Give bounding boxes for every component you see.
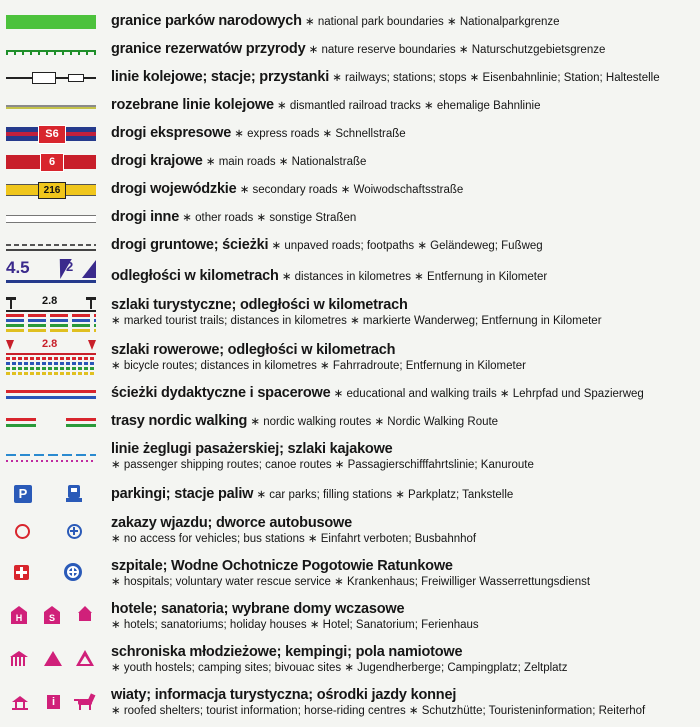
educational-trail-symbol — [4, 383, 96, 405]
legend-description: ∗ hotels; sanatoriums; holiday houses ∗ Hotel; Sanatorium; Ferienhaus — [111, 619, 479, 631]
legend-row-hotels — [0, 599, 700, 635]
legend-title: szlaki rowerowe; odległości w kilometrach — [111, 342, 396, 358]
nordic-walking-symbol — [4, 411, 96, 433]
legend-row-hospitals — [0, 556, 700, 592]
nature-reserve-boundary-symbol — [4, 39, 96, 61]
legend-description: ∗ express roads ∗ Schnellstraße — [231, 128, 406, 140]
fuel-station-icon — [66, 485, 82, 503]
legend-title: drogi ekspresowe — [111, 125, 232, 141]
legend-description: ∗ no access for vehicles; bus stations ∗ Einfahrt verboten; Busbahnhof — [111, 533, 477, 545]
legend-description: ∗ hospitals; voluntary water rescue service ∗ Krankenhaus; Freiwilliger Wasserrettungsdienst — [111, 576, 591, 588]
legend-title: drogi inne — [111, 209, 180, 225]
route-number-badge: 6 — [40, 153, 64, 172]
legend-description: ∗ youth hostels; camping sites; bivouac sites ∗ Jugendherberge; Campingplatz; Zeltplatz — [111, 662, 568, 674]
national-park-boundary-symbol — [4, 11, 96, 33]
legend-description: ∗ bicycle routes; distances in kilometres ∗ Fahrradroute; Entfernung in Kilometer — [111, 360, 526, 372]
legend-row-nordic — [0, 411, 700, 433]
hospital-icon — [14, 565, 29, 580]
no-entry-icon — [15, 524, 30, 539]
legend-row-main-roads — [0, 151, 700, 173]
parking-icon: P — [14, 485, 32, 503]
legend-row-distances — [0, 258, 700, 290]
station-symbol — [32, 72, 56, 84]
legend-row-express — [0, 123, 700, 145]
unpaved-road-symbol — [4, 235, 96, 257]
legend-row-parking — [0, 484, 700, 506]
secondary-road-symbol — [4, 179, 96, 201]
bivouac-icon — [76, 650, 94, 666]
legend-description: ∗ secondary roads ∗ Woiwodschaftsstraße — [236, 184, 464, 196]
route-number-badge: S6 — [38, 125, 66, 144]
express-road-symbol — [4, 123, 96, 145]
distance-number-large: 4.5 — [6, 258, 30, 277]
legend-description: ∗ unpaved roads; footpaths ∗ Geländeweg; Fußweg — [268, 240, 543, 252]
legend-row-shipping — [0, 439, 700, 477]
legend-row-educational — [0, 383, 700, 405]
legend-row-national-park — [0, 11, 700, 33]
legend-title: odległości w kilometrach — [111, 268, 279, 284]
legend-description: ∗ passenger shipping routes; canoe routes ∗ Passagierschifffahrtslinie; Kanuroute — [111, 459, 534, 471]
water-rescue-icon — [64, 563, 82, 581]
legend-description: ∗ educational and walking trails ∗ Lehrpfad und Spazierweg — [330, 388, 644, 400]
hostel-icon — [10, 651, 28, 666]
tourist-trail-symbol — [4, 295, 96, 335]
camping-icon — [44, 651, 62, 666]
shelter-icon — [12, 696, 28, 710]
legend-description: ∗ railways; stations; stops ∗ Eisenbahnlinie; Station; Haltestelle — [329, 72, 660, 84]
distance-number-small: 2 — [66, 259, 74, 274]
legend-row-nature-reserve — [0, 39, 700, 61]
legend-description: ∗ nature reserve boundaries ∗ Naturschutzgebietsgrenze — [305, 44, 606, 56]
legend-title: schroniska młodzieżowe; kempingi; pola namiotowe — [111, 644, 463, 660]
legend-title: trasy nordic walking — [111, 413, 248, 429]
legend-title: ścieżki dydaktyczne i spacerowe — [111, 385, 331, 401]
route-number-badge: 216 — [38, 182, 66, 199]
legend-title: zakazy wjazdu; dworce autobusowe — [111, 515, 352, 531]
legend-description: ∗ car parks; filling stations ∗ Parkplatz; Tankstelle — [253, 489, 514, 501]
legend-row-secondary — [0, 179, 700, 201]
legend-title: hotele; sanatoria; wybrane domy wczasowe — [111, 601, 405, 617]
legend-row-railways — [0, 67, 700, 89]
holiday-house-icon — [78, 606, 92, 622]
stop-symbol — [68, 74, 84, 82]
legend-description: ∗ distances in kilometres ∗ Entfernung in Kilometer — [278, 271, 548, 283]
legend-description: ∗ national park boundaries ∗ Nationalparkgrenze — [301, 16, 560, 28]
legend-description: ∗ nordic walking routes ∗ Nordic Walking Route — [247, 416, 499, 428]
legend-title: granice parków narodowych — [111, 13, 302, 29]
railway-symbol — [4, 67, 96, 89]
horse-riding-icon — [74, 694, 96, 710]
legend-row-dismantled — [0, 95, 700, 117]
legend-description: ∗ other roads ∗ sonstige Straßen — [179, 212, 357, 224]
dismantled-railway-symbol — [4, 95, 96, 117]
legend-title: drogi gruntowe; ścieżki — [111, 237, 269, 253]
sanatorium-icon: S — [44, 606, 60, 624]
shipping-route-symbol — [4, 439, 96, 477]
legend-row-unpaved — [0, 235, 700, 257]
legend-title: drogi krajowe — [111, 153, 203, 169]
legend-row-hostels — [0, 642, 700, 678]
bus-station-icon — [67, 524, 82, 539]
tourist-info-icon: i — [47, 695, 60, 709]
legend-row-shelters — [0, 685, 700, 721]
legend-title: wiaty; informacja turystyczna; ośrodki jazdy konnej — [111, 687, 457, 703]
legend-title: granice rezerwatów przyrody — [111, 41, 306, 57]
legend-title: linie kolejowe; stacje; przystanki — [111, 69, 330, 85]
legend-title: rozebrane linie kolejowe — [111, 97, 274, 113]
legend-title: parkingi; stacje paliw — [111, 486, 254, 502]
legend-description: ∗ marked tourist trails; distances in kilometres ∗ markierte Wanderweg; Entfernung in Kilometer — [111, 315, 602, 327]
bicycle-distance: 2.8 — [42, 338, 58, 350]
legend-description: ∗ dismantled railroad tracks ∗ ehemalige Bahnlinie — [273, 100, 541, 112]
legend-title: linie żeglugi pasażerskiej; szlaki kajakowe — [111, 441, 393, 457]
legend-description: ∗ roofed shelters; tourist information; horse-riding centres ∗ Schutzhütte; Touristeninformation; Reiterhof — [111, 705, 646, 717]
legend-title: szpitale; Wodne Ochotnicze Pogotowie Ratunkowe — [111, 558, 453, 574]
legend-title: szlaki turystyczne; odległości w kilometrach — [111, 297, 408, 313]
bicycle-route-symbol — [4, 338, 96, 378]
other-road-symbol — [4, 207, 96, 229]
legend-row-other-roads — [0, 207, 700, 229]
distance-symbol — [4, 258, 96, 290]
legend-title: drogi wojewódzkie — [111, 181, 237, 197]
legend-row-tourist-trails — [0, 295, 700, 335]
trail-distance: 2.8 — [42, 295, 58, 307]
legend-row-bicycle — [0, 338, 700, 378]
main-road-symbol — [4, 151, 96, 173]
legend-row-no-entry — [0, 513, 700, 549]
hotel-icon: H — [11, 606, 27, 624]
legend-description: ∗ main roads ∗ Nationalstraße — [202, 156, 367, 168]
